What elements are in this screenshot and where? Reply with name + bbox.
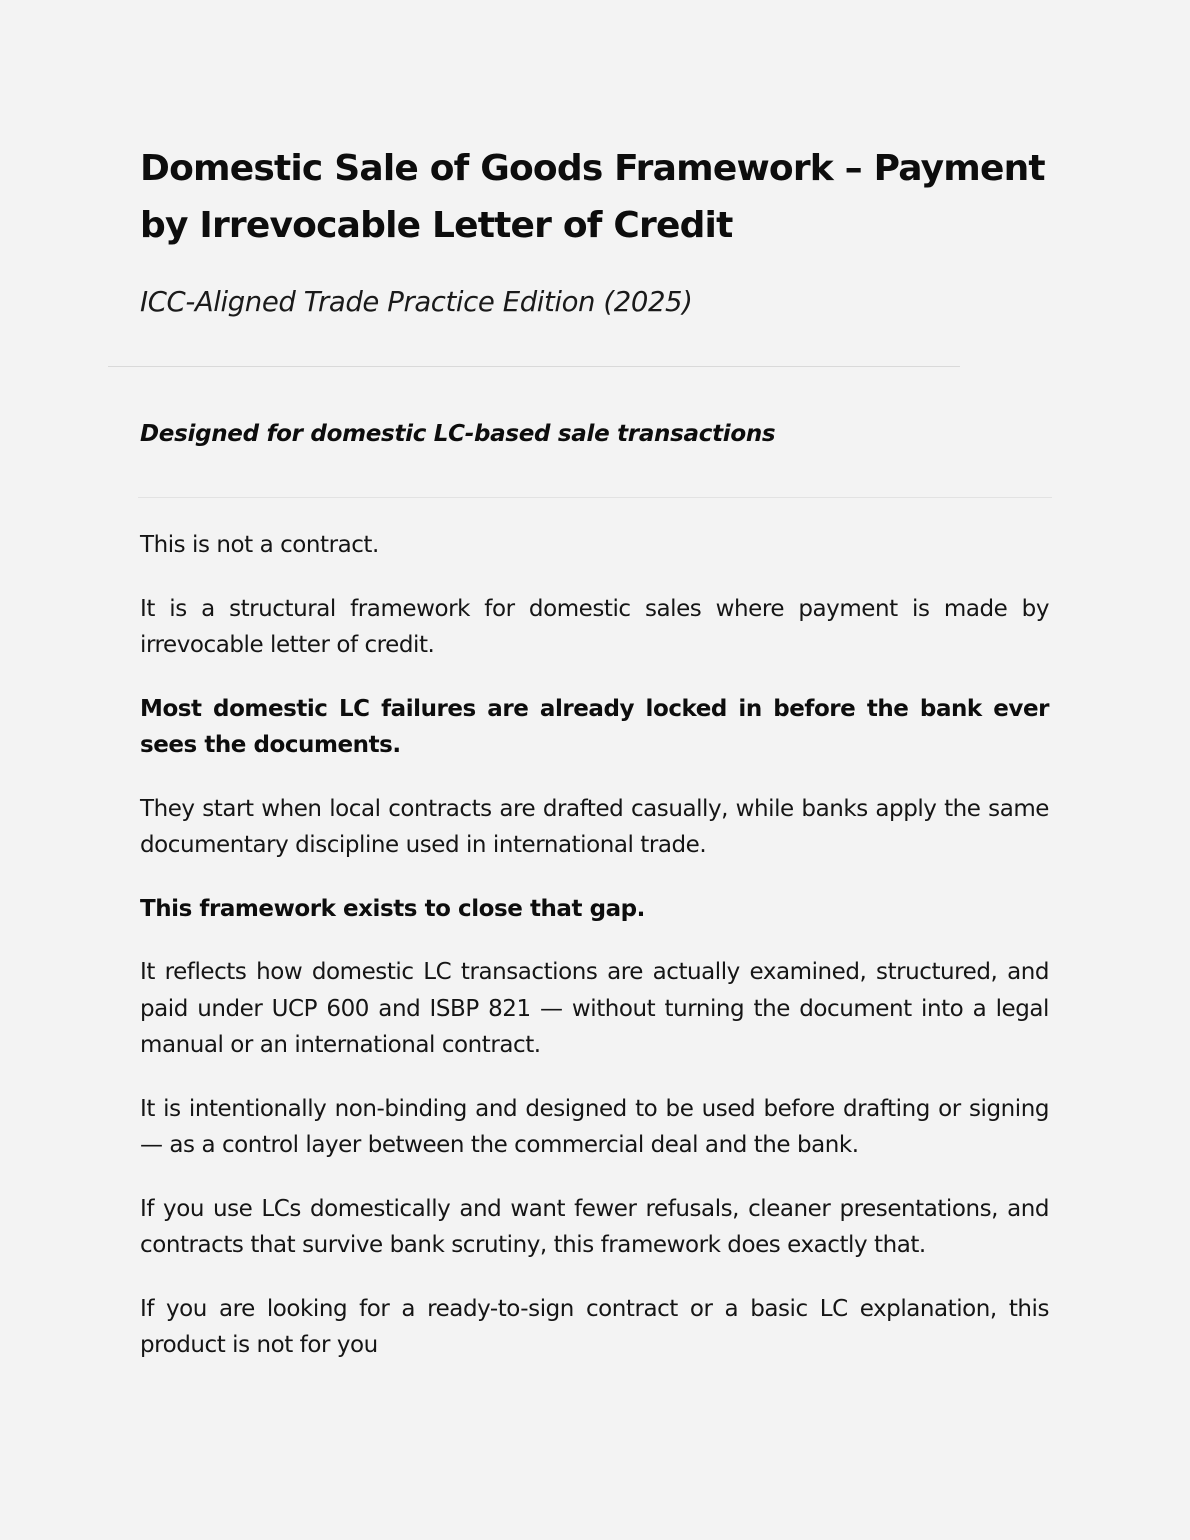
divider-bottom <box>138 497 1052 498</box>
paragraph: It is a structural framework for domestic sales where payment is made by irrevocable letter of credit. <box>140 595 1049 658</box>
paragraph: They start when local contracts are drafted casually, while banks apply the same documentary discipline used in international trade. <box>140 795 1049 858</box>
emphasis-paragraph: This framework exists to close that gap. <box>140 895 645 922</box>
emphasis-paragraph: Most domestic LC failures are already locked in before the bank ever sees the documents. <box>140 695 1049 758</box>
document-subtitle: ICC-Aligned Trade Practice Edition (2025) <box>140 286 693 318</box>
divider-top <box>108 366 960 367</box>
paragraph: If you are looking for a ready-to-sign contract or a basic LC explanation, this product is not for you <box>140 1295 1049 1358</box>
paragraph: This is not a contract. <box>140 532 379 558</box>
paragraph: It reflects how domestic LC transactions are actually examined, structured, and paid under UCP 600 and ISBP 821 — without turning the document into a legal manual or an international contract. <box>140 959 1049 1058</box>
document-title: Domestic Sale of Goods Framework – Payment by Irrevocable Letter of Credit <box>140 148 1045 246</box>
document-tagline: Designed for domestic LC-based sale transactions <box>140 421 776 447</box>
paragraph: If you use LCs domestically and want fewer refusals, cleaner presentations, and contracts that survive bank scrutiny, this framework does exactly that. <box>140 1195 1049 1258</box>
body-text <box>140 527 1049 1391</box>
paragraph: It is intentionally non-binding and designed to be used before drafting or signing — as a control layer between the commercial deal and the bank. <box>140 1095 1049 1158</box>
